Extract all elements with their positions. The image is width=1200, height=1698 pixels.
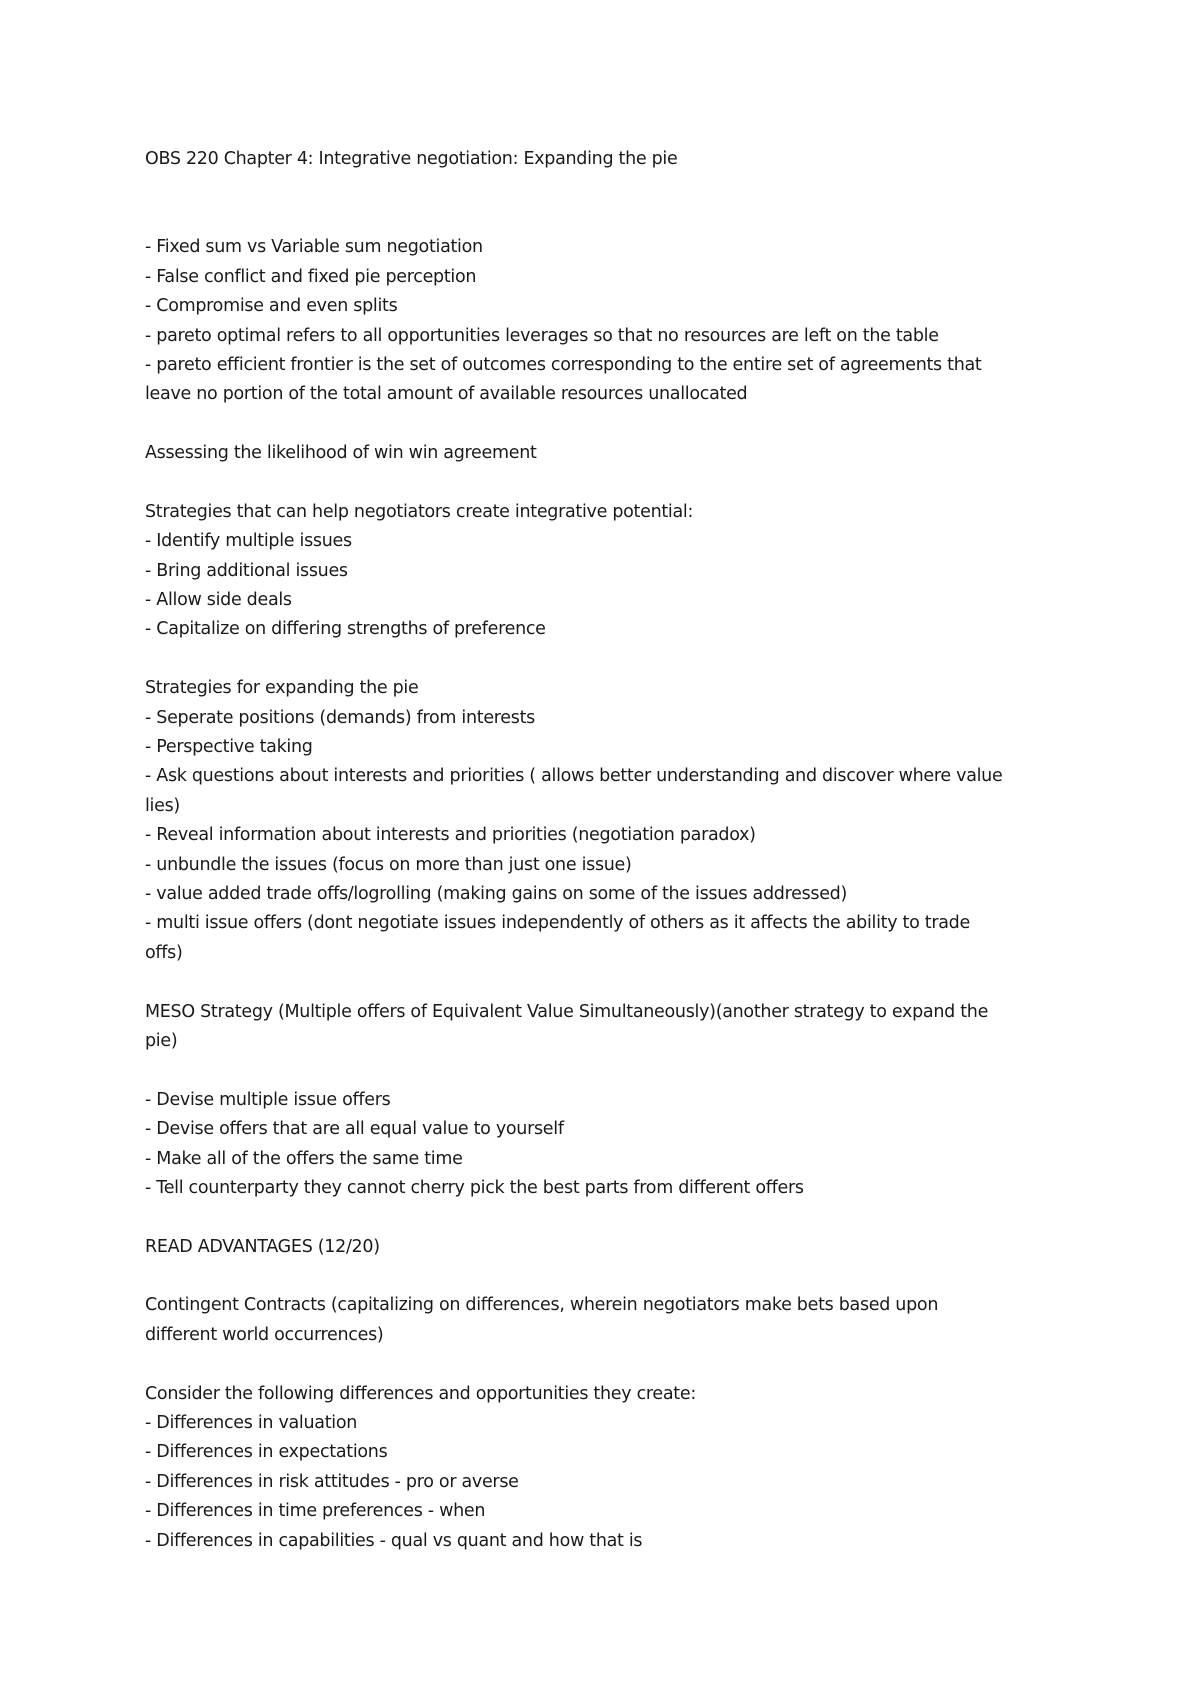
list-item: - Seperate positions (demands) from interests — [145, 707, 535, 728]
document-title: OBS 220 Chapter 4: Integrative negotiation: Expanding the pie — [145, 149, 678, 169]
list-item: - pareto efficient frontier is the set of outcomes corresponding to the entire set of agreements that — [145, 354, 982, 375]
list-item: - Reveal information about interests and priorities (negotiation paradox) — [145, 825, 756, 846]
list-item: - unbundle the issues (focus on more than just one issue) — [145, 854, 632, 875]
list-item: - multi issue offers (dont negotiate issues independently of others as it affects the ability to trade — [145, 913, 970, 934]
spacer — [145, 1262, 1065, 1291]
spacer — [145, 968, 1065, 997]
spacer — [145, 410, 1065, 439]
list-item-continuation: leave no portion of the total amount of available resources unallocated — [145, 384, 748, 405]
list-item: - Identify multiple issues — [145, 531, 352, 552]
list-item: - Differences in time preferences - when — [145, 1501, 486, 1522]
meso-heading-line: MESO Strategy (Multiple offers of Equivalent Value Simultaneously)(another strategy to expand the — [145, 1001, 989, 1022]
differences-list — [145, 1409, 1065, 1556]
contingent-heading-line: different world occurrences) — [145, 1324, 384, 1345]
list-item: - Compromise and even splits — [145, 296, 398, 317]
spacer — [145, 1203, 1065, 1232]
contingent-heading — [145, 1291, 1065, 1350]
list-item: - Differences in risk attitudes - pro or averse — [145, 1471, 519, 1492]
spacer — [145, 1350, 1065, 1379]
spacer — [145, 469, 1065, 498]
differences-heading: Consider the following differences and opportunities they create: — [145, 1383, 696, 1404]
meso-list — [145, 1086, 1065, 1204]
spacer — [145, 174, 1065, 233]
meso-heading-line: pie) — [145, 1030, 178, 1051]
list-item: - Differences in capabilities - qual vs quant and how that is — [145, 1530, 643, 1551]
read-advantages-note: READ ADVANTAGES (12/20) — [145, 1236, 380, 1257]
list-item: - value added trade offs/logrolling (making gains on some of the issues addressed) — [145, 883, 848, 904]
contingent-heading-line: Contingent Contracts (capitalizing on differences, wherein negotiators make bets based upon — [145, 1295, 939, 1316]
list-item: - False conflict and fixed pie perception — [145, 266, 477, 287]
assessing-heading: Assessing the likelihood of win win agreement — [145, 443, 537, 464]
strategies-heading: Strategies that can help negotiators create integrative potential: — [145, 501, 694, 522]
strategies-list — [145, 527, 1065, 645]
intro-list — [145, 233, 1065, 409]
list-item: - pareto optimal refers to all opportunities leverages so that no resources are left on the table — [145, 325, 939, 346]
list-item: - Differences in expectations — [145, 1442, 388, 1463]
list-item: - Perspective taking — [145, 737, 313, 758]
list-item: - Devise multiple issue offers — [145, 1089, 391, 1110]
meso-heading — [145, 998, 1065, 1057]
list-item: - Differences in valuation — [145, 1413, 358, 1434]
list-item: - Ask questions about interests and priorities ( allows better understanding and discover where value — [145, 766, 1003, 787]
list-item-continuation: offs) — [145, 942, 183, 963]
list-item-continuation: lies) — [145, 795, 180, 816]
list-item: - Bring additional issues — [145, 560, 348, 581]
spacer — [145, 1056, 1065, 1085]
list-item: - Allow side deals — [145, 590, 292, 611]
list-item: - Capitalize on differing strengths of preference — [145, 619, 546, 640]
document-body — [145, 145, 1065, 1556]
list-item: - Tell counterparty they cannot cherry pick the best parts from different offers — [145, 1177, 804, 1198]
list-item: - Make all of the offers the same time — [145, 1148, 463, 1169]
list-item: - Devise offers that are all equal value to yourself — [145, 1119, 564, 1140]
expanding-heading: Strategies for expanding the pie — [145, 678, 419, 699]
spacer — [145, 645, 1065, 674]
expanding-list — [145, 704, 1065, 969]
list-item: - Fixed sum vs Variable sum negotiation — [145, 237, 483, 258]
